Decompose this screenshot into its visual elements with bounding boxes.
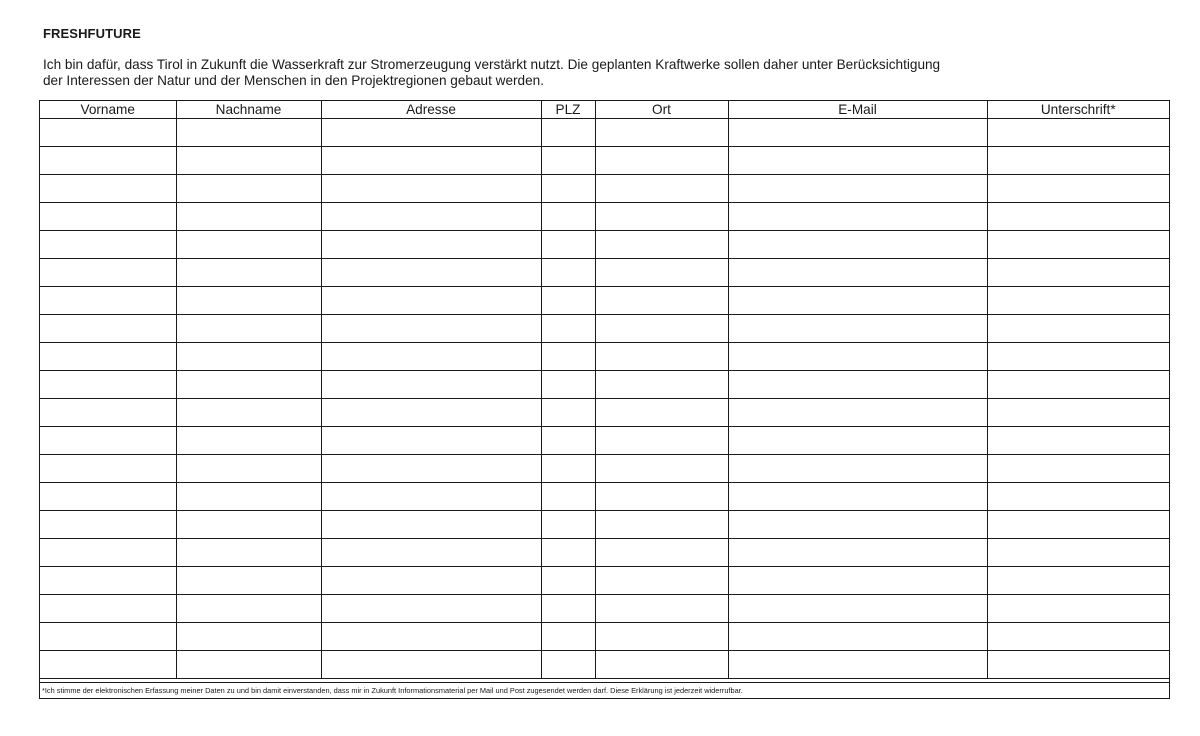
- column-header-adresse: Adresse: [321, 101, 541, 119]
- adresse-cell[interactable]: [321, 539, 541, 567]
- column-header-nachname: Nachname: [176, 101, 321, 119]
- nachname-cell[interactable]: [176, 483, 321, 511]
- ort-cell[interactable]: [595, 203, 728, 231]
- nachname-cell[interactable]: [176, 147, 321, 175]
- ort-cell[interactable]: [595, 287, 728, 315]
- email-cell[interactable]: [728, 427, 987, 455]
- signature-table: [40, 101, 1169, 679]
- table-row: [40, 623, 1169, 651]
- table-row: [40, 287, 1169, 315]
- adresse-cell[interactable]: [321, 231, 541, 259]
- nachname-cell[interactable]: [176, 511, 321, 539]
- nachname-cell[interactable]: [176, 567, 321, 595]
- email-cell[interactable]: [728, 567, 987, 595]
- adresse-cell[interactable]: [321, 399, 541, 427]
- vorname-cell[interactable]: [40, 203, 176, 231]
- vorname-cell[interactable]: [40, 595, 176, 623]
- unterschrift-cell[interactable]: [987, 371, 1169, 399]
- adresse-cell[interactable]: [321, 315, 541, 343]
- table-row: [40, 259, 1169, 287]
- unterschrift-cell[interactable]: [987, 483, 1169, 511]
- unterschrift-cell[interactable]: [987, 175, 1169, 203]
- nachname-cell[interactable]: [176, 231, 321, 259]
- nachname-cell[interactable]: [176, 119, 321, 147]
- nachname-cell[interactable]: [176, 623, 321, 651]
- plz-cell[interactable]: [541, 455, 595, 483]
- plz-cell[interactable]: [541, 371, 595, 399]
- nachname-cell[interactable]: [176, 287, 321, 315]
- unterschrift-cell[interactable]: [987, 259, 1169, 287]
- ort-cell[interactable]: [595, 539, 728, 567]
- vorname-cell[interactable]: [40, 623, 176, 651]
- table-row: [40, 539, 1169, 567]
- table-row: [40, 511, 1169, 539]
- unterschrift-cell[interactable]: [987, 343, 1169, 371]
- email-cell[interactable]: [728, 539, 987, 567]
- nachname-cell[interactable]: [176, 203, 321, 231]
- adresse-cell[interactable]: [321, 203, 541, 231]
- ort-cell[interactable]: [595, 595, 728, 623]
- column-header-email: E-Mail: [728, 101, 987, 119]
- column-header-vorname: Vorname: [40, 101, 176, 119]
- unterschrift-cell[interactable]: [987, 623, 1169, 651]
- nachname-cell[interactable]: [176, 595, 321, 623]
- table-row: [40, 119, 1169, 147]
- vorname-cell[interactable]: [40, 231, 176, 259]
- unterschrift-cell[interactable]: [987, 595, 1169, 623]
- plz-cell[interactable]: [541, 287, 595, 315]
- email-cell[interactable]: [728, 595, 987, 623]
- adresse-cell[interactable]: [321, 567, 541, 595]
- nachname-cell[interactable]: [176, 539, 321, 567]
- email-cell[interactable]: [728, 315, 987, 343]
- ort-cell[interactable]: [595, 371, 728, 399]
- ort-cell[interactable]: [595, 455, 728, 483]
- vorname-cell[interactable]: [40, 539, 176, 567]
- email-cell[interactable]: [728, 175, 987, 203]
- email-cell[interactable]: [728, 203, 987, 231]
- unterschrift-cell[interactable]: [987, 651, 1169, 679]
- email-cell[interactable]: [728, 147, 987, 175]
- nachname-cell[interactable]: [176, 455, 321, 483]
- nachname-cell[interactable]: [176, 399, 321, 427]
- vorname-cell[interactable]: [40, 371, 176, 399]
- plz-cell[interactable]: [541, 399, 595, 427]
- adresse-cell[interactable]: [321, 511, 541, 539]
- ort-cell[interactable]: [595, 427, 728, 455]
- vorname-cell[interactable]: [40, 455, 176, 483]
- ort-cell[interactable]: [595, 623, 728, 651]
- ort-cell[interactable]: [595, 259, 728, 287]
- nachname-cell[interactable]: [176, 315, 321, 343]
- vorname-cell[interactable]: [40, 427, 176, 455]
- plz-cell[interactable]: [541, 175, 595, 203]
- nachname-cell[interactable]: [176, 259, 321, 287]
- email-cell[interactable]: [728, 371, 987, 399]
- unterschrift-cell[interactable]: [987, 231, 1169, 259]
- vorname-cell[interactable]: [40, 567, 176, 595]
- vorname-cell[interactable]: [40, 483, 176, 511]
- ort-cell[interactable]: [595, 343, 728, 371]
- vorname-cell[interactable]: [40, 399, 176, 427]
- unterschrift-cell[interactable]: [987, 399, 1169, 427]
- plz-cell[interactable]: [541, 231, 595, 259]
- unterschrift-cell[interactable]: [987, 119, 1169, 147]
- plz-cell[interactable]: [541, 623, 595, 651]
- vorname-cell[interactable]: [40, 119, 176, 147]
- ort-cell[interactable]: [595, 147, 728, 175]
- nachname-cell[interactable]: [176, 651, 321, 679]
- email-cell[interactable]: [728, 455, 987, 483]
- adresse-cell[interactable]: [321, 343, 541, 371]
- table-row: [40, 427, 1169, 455]
- email-cell[interactable]: [728, 483, 987, 511]
- signature-rows: [40, 119, 1169, 679]
- nachname-cell[interactable]: [176, 175, 321, 203]
- adresse-cell[interactable]: [321, 427, 541, 455]
- plz-cell[interactable]: [541, 511, 595, 539]
- adresse-cell[interactable]: [321, 119, 541, 147]
- unterschrift-cell[interactable]: [987, 455, 1169, 483]
- ort-cell[interactable]: [595, 119, 728, 147]
- ort-cell[interactable]: [595, 231, 728, 259]
- email-cell[interactable]: [728, 623, 987, 651]
- plz-cell[interactable]: [541, 539, 595, 567]
- unterschrift-cell[interactable]: [987, 287, 1169, 315]
- table-row: [40, 567, 1169, 595]
- intro-line: Ich bin dafür, dass Tirol in Zukunft die Wasserkraft zur Stromerzeugung verstärkt nutzt. Die geplanten Kraftwerke sollen daher unter Berücksichtigung: [43, 57, 941, 72]
- adresse-cell[interactable]: [321, 623, 541, 651]
- plz-cell[interactable]: [541, 147, 595, 175]
- ort-cell[interactable]: [595, 399, 728, 427]
- ort-cell[interactable]: [595, 483, 728, 511]
- plz-cell[interactable]: [541, 315, 595, 343]
- column-header-plz: PLZ: [541, 101, 595, 119]
- unterschrift-cell[interactable]: [987, 427, 1169, 455]
- intro-text: [43, 57, 1043, 89]
- plz-cell[interactable]: [541, 343, 595, 371]
- plz-cell[interactable]: [541, 567, 595, 595]
- table-row: [40, 147, 1169, 175]
- email-cell[interactable]: [728, 399, 987, 427]
- unterschrift-cell[interactable]: [987, 539, 1169, 567]
- table-row: [40, 175, 1169, 203]
- ort-cell[interactable]: [595, 315, 728, 343]
- adresse-cell[interactable]: [321, 651, 541, 679]
- consent-footnote: *Ich stimme der elektronischen Erfassung meiner Daten zu und bin damit einverstanden, dass mir in Zukunft Informationsmaterial per Mail und Post zugesendet werden darf. Diese Erklärung ist jederzeit widerrufbar.: [40, 682, 1169, 698]
- column-header-ort: Ort: [595, 101, 728, 119]
- vorname-cell[interactable]: [40, 175, 176, 203]
- email-cell[interactable]: [728, 287, 987, 315]
- plz-cell[interactable]: [541, 427, 595, 455]
- adresse-cell[interactable]: [321, 455, 541, 483]
- table-row: [40, 651, 1169, 679]
- table-row: [40, 455, 1169, 483]
- intro-line: der Interessen der Natur und der Menschen in den Projektregionen gebaut werden.: [43, 73, 545, 88]
- adresse-cell[interactable]: [321, 595, 541, 623]
- table-row: [40, 203, 1169, 231]
- plz-cell[interactable]: [541, 259, 595, 287]
- email-cell[interactable]: [728, 231, 987, 259]
- vorname-cell[interactable]: [40, 147, 176, 175]
- ort-cell[interactable]: [595, 567, 728, 595]
- email-cell[interactable]: [728, 511, 987, 539]
- ort-cell[interactable]: [595, 511, 728, 539]
- adresse-cell[interactable]: [321, 287, 541, 315]
- plz-cell[interactable]: [541, 203, 595, 231]
- vorname-cell[interactable]: [40, 287, 176, 315]
- email-cell[interactable]: [728, 119, 987, 147]
- adresse-cell[interactable]: [321, 371, 541, 399]
- document-title: FRESHFUTURE: [43, 26, 141, 41]
- email-cell[interactable]: [728, 259, 987, 287]
- unterschrift-cell[interactable]: [987, 511, 1169, 539]
- unterschrift-cell[interactable]: [987, 203, 1169, 231]
- table-row: [40, 231, 1169, 259]
- nachname-cell[interactable]: [176, 343, 321, 371]
- table-row: [40, 399, 1169, 427]
- vorname-cell[interactable]: [40, 651, 176, 679]
- ort-cell[interactable]: [595, 651, 728, 679]
- table-row: [40, 315, 1169, 343]
- signature-sheet: [39, 100, 1170, 699]
- nachname-cell[interactable]: [176, 427, 321, 455]
- column-header-unterschrift: Unterschrift*: [987, 101, 1169, 119]
- nachname-cell[interactable]: [176, 371, 321, 399]
- table-row: [40, 595, 1169, 623]
- unterschrift-cell[interactable]: [987, 147, 1169, 175]
- table-row: [40, 483, 1169, 511]
- vorname-cell[interactable]: [40, 343, 176, 371]
- email-cell[interactable]: [728, 343, 987, 371]
- plz-cell[interactable]: [541, 595, 595, 623]
- vorname-cell[interactable]: [40, 259, 176, 287]
- table-row: [40, 371, 1169, 399]
- adresse-cell[interactable]: [321, 147, 541, 175]
- email-cell[interactable]: [728, 651, 987, 679]
- ort-cell[interactable]: [595, 175, 728, 203]
- unterschrift-cell[interactable]: [987, 567, 1169, 595]
- adresse-cell[interactable]: [321, 259, 541, 287]
- table-row: [40, 343, 1169, 371]
- plz-cell[interactable]: [541, 651, 595, 679]
- vorname-cell[interactable]: [40, 511, 176, 539]
- header-row: [40, 101, 1169, 119]
- plz-cell[interactable]: [541, 483, 595, 511]
- unterschrift-cell[interactable]: [987, 315, 1169, 343]
- vorname-cell[interactable]: [40, 315, 176, 343]
- adresse-cell[interactable]: [321, 175, 541, 203]
- adresse-cell[interactable]: [321, 483, 541, 511]
- plz-cell[interactable]: [541, 119, 595, 147]
